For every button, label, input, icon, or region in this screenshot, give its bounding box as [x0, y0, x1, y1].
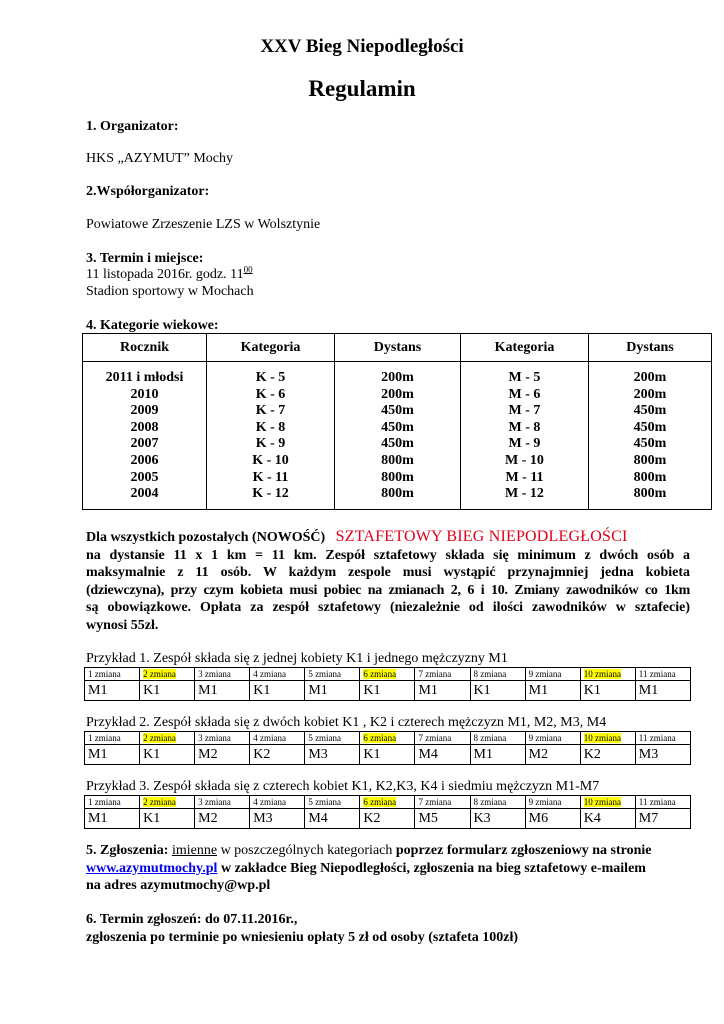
shift-label-cell [470, 668, 525, 681]
shift-label-cell [525, 796, 580, 809]
example-3-table [84, 795, 691, 829]
shift-label: 4 zmiana [253, 796, 286, 807]
table-cell: 450m [381, 403, 414, 419]
runner-cell: M1 [85, 681, 140, 701]
table-cell: 2010 [130, 386, 159, 402]
table-cell: K - 6 [255, 386, 286, 402]
runner-cell: M1 [635, 681, 690, 701]
shift-label: 5 zmiana [308, 732, 342, 743]
header-category-m: Kategoria [461, 334, 589, 362]
runner-cell: K2 [580, 745, 635, 765]
runner-cell: M3 [305, 745, 360, 765]
shift-label: 5 zmiana [308, 668, 342, 679]
shift-label-cell [85, 668, 140, 681]
table-cell: M - 5 [508, 370, 541, 385]
shift-label: 6 zmiana [363, 668, 397, 679]
shift-label-cell [305, 668, 360, 681]
shift-label: 3 zmiana [198, 796, 231, 807]
runner-row [85, 745, 691, 765]
shift-label-cell [85, 732, 140, 745]
table-cell: M - 12 [505, 486, 544, 502]
shift-label: 10 zmiana [583, 732, 621, 743]
shift-label: 8 zmiana [473, 668, 507, 679]
document-title: Regulamin [308, 76, 416, 101]
schedule-date [86, 266, 253, 283]
runner-cell: K2 [360, 809, 415, 829]
table-cell: M - 11 [505, 469, 544, 485]
shift-label: 11 zmiana [638, 732, 676, 743]
relay-line-4: są obowiązkowe. Opłata za zespół sztafetowy (niezależnie od ilości zawodników w sztafecie) [86, 600, 690, 615]
shift-label-row [85, 796, 691, 809]
shift-label: 10 zmiana [583, 796, 621, 807]
shift-label-cell [85, 796, 140, 809]
runner-cell: K1 [360, 681, 415, 701]
shift-label: 11 zmiana [638, 668, 676, 679]
shift-label-cell [415, 668, 470, 681]
example-2-table [84, 731, 691, 765]
shift-label: 8 zmiana [473, 732, 507, 743]
shift-label-cell [360, 668, 415, 681]
relay-intro-line [86, 528, 690, 547]
table-cell: 450m [381, 419, 414, 435]
table-cell: 800m [381, 452, 414, 468]
table-cell: K - 11 [252, 469, 289, 485]
relay-headline: SZTAFETOWY BIEG NIEPODLEGŁOŚCI [335, 528, 628, 545]
table-cell: 2011 i młodsi [105, 370, 184, 385]
table-cell: K - 8 [255, 419, 286, 435]
shift-label: 4 zmiana [253, 732, 286, 743]
header-category-k: Kategoria [207, 334, 335, 362]
shift-label-cell [305, 732, 360, 745]
registration-text-2: w zakładce Bieg Niepodległości, [217, 860, 410, 876]
shift-label: 9 zmiana [528, 668, 562, 679]
schedule-place: Stadion sportowy w Mochach [86, 284, 254, 299]
table-cell: M - 9 [508, 436, 541, 452]
shift-label-cell [470, 732, 525, 745]
shift-label: 8 zmiana [473, 796, 507, 807]
shift-label-cell [140, 796, 195, 809]
shift-label-cell [580, 796, 635, 809]
table-cell: 450m [633, 403, 667, 419]
registration-text-3: zgłoszenia na bieg sztafetowy e-mailem [409, 860, 646, 876]
runner-cell: M2 [195, 809, 250, 829]
shift-label: 10 zmiana [583, 668, 621, 679]
shift-label-cell [580, 668, 635, 681]
shift-label-cell [415, 796, 470, 809]
table-cell: 200m [381, 386, 414, 402]
shift-label: 4 zmiana [253, 668, 286, 679]
header-distance-m: Dystans [589, 334, 712, 362]
table-cell: 2009 [130, 403, 159, 419]
shift-label: 2 zmiana [143, 668, 176, 679]
registration-email: na adres azymutmochy@wp.pl [86, 878, 271, 893]
male-category-column [461, 362, 589, 510]
shift-label: 1 zmiana [88, 668, 121, 679]
header-distance-k: Dystans [335, 334, 461, 362]
runner-cell: K1 [140, 745, 195, 765]
relay-intro: Dla wszystkich pozostałych (NOWOŚĆ) [86, 530, 326, 545]
runner-cell: M2 [525, 745, 580, 765]
runner-cell: K1 [470, 681, 525, 701]
table-cell: 200m [633, 386, 667, 402]
runner-cell: K2 [250, 745, 305, 765]
shift-label-cell [635, 796, 690, 809]
runner-cell: M7 [635, 809, 690, 829]
shift-label-cell [195, 668, 250, 681]
shift-label-cell [415, 732, 470, 745]
female-distance-column [335, 362, 461, 510]
runner-row [85, 809, 691, 829]
runner-cell: M6 [525, 809, 580, 829]
event-title: XXV Bieg Niepodległości [260, 36, 464, 57]
deadline-heading: 6. Termin zgłoszeń: do 07.11.2016r., [86, 912, 298, 927]
shift-label: 6 zmiana [363, 732, 397, 743]
table-cell: M - 7 [508, 403, 541, 419]
table-cell: 2005 [130, 469, 159, 485]
table-cell: 200m [633, 370, 667, 385]
relay-description [86, 528, 690, 634]
shift-label: 7 zmiana [418, 796, 452, 807]
table-cell: 800m [633, 469, 667, 485]
shift-label: 2 zmiana [143, 796, 176, 807]
table-cell: K - 9 [255, 436, 286, 452]
runner-cell: M2 [195, 745, 250, 765]
table-cell: 800m [633, 452, 667, 468]
runner-cell: M1 [85, 809, 140, 829]
age-categories-heading: 4. Kategorie wiekowe: [86, 318, 219, 333]
shift-label-cell [250, 796, 305, 809]
shift-label-row [85, 732, 691, 745]
table-cell: K - 7 [255, 403, 286, 419]
runner-cell: K1 [140, 809, 195, 829]
registration-heading: 5. Zgłoszenia: [86, 843, 169, 858]
shift-label: 9 zmiana [528, 732, 562, 743]
runner-row [85, 681, 691, 701]
table-cell: M - 6 [508, 386, 541, 402]
shift-label-cell [140, 668, 195, 681]
shift-label: 1 zmiana [88, 796, 121, 807]
shift-label-cell [360, 796, 415, 809]
shift-label-cell [195, 732, 250, 745]
table-cell: 800m [381, 469, 414, 485]
schedule-time-minutes: 00 [243, 264, 253, 275]
runner-cell: K3 [470, 809, 525, 829]
shift-label: 5 zmiana [308, 796, 342, 807]
example-1-caption: Przykład 1. Zespół składa się z jednej kobiety K1 i jednego mężczyzny M1 [86, 651, 508, 666]
shift-label-cell [635, 732, 690, 745]
table-cell: 450m [381, 436, 414, 452]
deadline-section [86, 911, 518, 946]
runner-cell: K1 [360, 745, 415, 765]
header-year: Rocznik [83, 334, 207, 362]
registration-text-1-bold: poprzez formularz zgłoszeniowy na stronie [395, 843, 652, 858]
table-cell: K - 12 [252, 486, 289, 502]
relay-line-5: wynosi 55zł. [86, 617, 159, 633]
shift-label: 11 zmiana [638, 796, 676, 807]
shift-label: 7 zmiana [418, 732, 452, 743]
shift-label-cell [250, 732, 305, 745]
organizer-text: HKS „AZYMUT” Mochy [86, 151, 233, 166]
shift-label-cell [360, 732, 415, 745]
shift-label-cell [525, 668, 580, 681]
age-categories-table [82, 333, 712, 510]
runner-cell: M1 [470, 745, 525, 765]
shift-label: 7 zmiana [418, 668, 452, 679]
shift-label-cell [195, 796, 250, 809]
table-cell: M - 8 [508, 419, 541, 435]
runner-cell: M1 [525, 681, 580, 701]
runner-cell: M1 [85, 745, 140, 765]
table-cell: K - 10 [252, 452, 289, 468]
runner-cell: M5 [415, 809, 470, 829]
runner-cell: M1 [195, 681, 250, 701]
runner-cell: M3 [250, 809, 305, 829]
website-link[interactable]: www.azymutmochy.pl [86, 860, 218, 876]
table-cell: K - 5 [255, 370, 286, 385]
year-column [83, 362, 207, 510]
runner-cell: K1 [580, 681, 635, 701]
table-cell: 2004 [130, 486, 159, 502]
shift-label-row [85, 668, 691, 681]
runner-cell: M4 [415, 745, 470, 765]
shift-label: 3 zmiana [198, 668, 231, 679]
schedule-heading: 3. Termin i miejsce: [86, 251, 204, 266]
runner-cell: K1 [140, 681, 195, 701]
shift-label-cell [140, 732, 195, 745]
table-cell: 800m [633, 486, 667, 502]
female-category-column [207, 362, 335, 510]
organizer-heading: 1. Organizator: [86, 119, 179, 134]
runner-cell: K4 [580, 809, 635, 829]
table-cell: 450m [633, 419, 667, 435]
relay-line-2: maksymalnie z 11 osób. W każdym zespole musi wystąpić przynajmniej jedna kobieta [86, 565, 690, 580]
example-3-caption: Przykład 3. Zespół składa się z czterech kobiet K1, K2,K3, K4 i siedmiu mężczyzn M1-M7 [86, 779, 600, 794]
coorganizer-text: Powiatowe Zrzeszenie LZS w Wolsztynie [86, 217, 321, 232]
relay-line-3: (dziewczyna), przy czym kobieta musi pobiec na zmianach 2, 6 i 10. Zmiany zawodników co 1km [86, 582, 690, 598]
table-cell: M - 10 [505, 452, 544, 468]
runner-cell: M3 [635, 745, 690, 765]
coorganizer-heading: 2.Współorganizator: [86, 184, 210, 199]
table-cell: 2008 [130, 419, 159, 435]
table-cell: 2006 [130, 452, 159, 468]
shift-label-cell [470, 796, 525, 809]
runner-cell: M1 [305, 681, 360, 701]
table-cell: 200m [381, 370, 414, 385]
deadline-text: zgłoszenia po terminie po wniesieniu opłaty 5 zł od osoby (sztafeta 100zł) [86, 929, 519, 945]
shift-label-cell [635, 668, 690, 681]
shift-label: 3 zmiana [198, 732, 231, 743]
table-body-row [83, 362, 712, 510]
shift-label-cell [305, 796, 360, 809]
shift-label-cell [525, 732, 580, 745]
shift-label-cell [580, 732, 635, 745]
male-distance-column [589, 362, 712, 510]
table-cell: 2007 [130, 436, 159, 452]
shift-label: 1 zmiana [88, 732, 121, 743]
example-1-table [84, 667, 691, 701]
registration-section [86, 842, 651, 895]
shift-label: 6 zmiana [363, 796, 397, 807]
runner-cell: M4 [305, 809, 360, 829]
runner-cell: K1 [250, 681, 305, 701]
table-cell: 800m [381, 486, 414, 502]
runner-cell: M1 [415, 681, 470, 701]
shift-label-cell [250, 668, 305, 681]
registration-text-1: w poszczególnych kategoriach [217, 843, 396, 858]
table-cell: 450m [633, 436, 667, 452]
table-header-row [83, 334, 712, 362]
relay-line-1: na dystansie 11 x 1 km = 11 km. Zespół sztafetowy składa się minimum z dwóch osób a [86, 547, 690, 563]
registration-underlined-word: imienne [171, 843, 218, 858]
shift-label: 9 zmiana [528, 796, 562, 807]
schedule-date-text: 11 listopada 2016r. godz. 11 [86, 267, 244, 282]
example-2-caption: Przykład 2. Zespół składa się z dwóch kobiet K1 , K2 i czterech mężczyzn M1, M2, M3, M4 [86, 715, 607, 730]
shift-label: 2 zmiana [143, 732, 176, 743]
